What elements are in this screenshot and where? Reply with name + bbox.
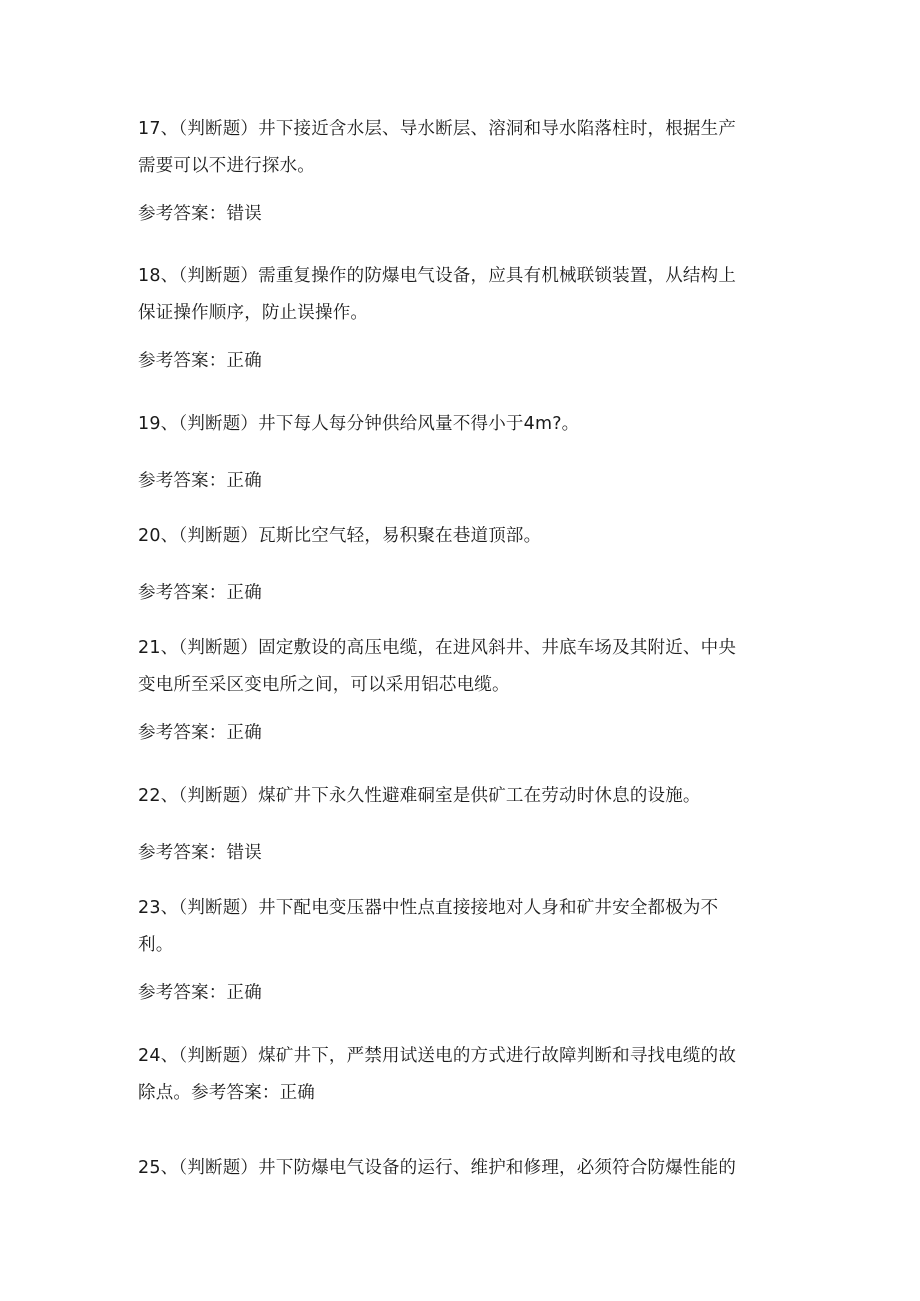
question-text-line: 保证操作顺序，防止误操作。 <box>138 303 369 323</box>
question-17 <box>138 111 778 233</box>
question-text-line: 21、（判断题）固定敷设的高压电缆，在进风斜井、井底车场及其附近、中央 <box>138 638 737 658</box>
question-text-line: 利。 <box>138 935 174 955</box>
question-text-line: 除点。参考答案：正确 <box>138 1083 315 1103</box>
question-text-line: 18、（判断题）需重复操作的防爆电气设备，应具有机械联锁装置，从结构上 <box>138 266 737 286</box>
question-text-line: 24、（判断题）煤矿井下，严禁用试送电的方式进行故障判断和寻找电缆的故 <box>138 1046 737 1066</box>
answer-text: 参考答案：错误 <box>138 843 262 863</box>
answer-text: 参考答案：正确 <box>138 983 262 1003</box>
question-21 <box>138 630 778 752</box>
question-23 <box>138 890 778 1012</box>
question-text-line: 17、（判断题）井下接近含水层、导水断层、溶洞和导水陷落柱时，根据生产 <box>138 119 737 139</box>
question-text-line: 需要可以不进行探水。 <box>138 156 315 176</box>
question-text-line: 23、（判断题）井下配电变压器中性点直接接地对人身和矿井安全都极为不 <box>138 898 719 918</box>
answer-text: 参考答案：正确 <box>138 351 262 371</box>
question-text-line: 20、（判断题）瓦斯比空气轻，易积聚在巷道顶部。 <box>138 526 542 546</box>
question-text-line: 25、（判断题）井下防爆电气设备的运行、维护和修理，必须符合防爆性能的 <box>138 1158 737 1178</box>
question-text-line: 变电所至采区变电所之间，可以采用铝芯电缆。 <box>138 675 510 695</box>
question-22 <box>138 778 778 872</box>
question-20 <box>138 518 778 612</box>
question-19 <box>138 406 778 500</box>
answer-text: 参考答案：正确 <box>138 583 262 603</box>
question-18 <box>138 258 778 380</box>
question-text-line: 19、（判断题）井下每人每分钟供给风量不得小于4m?。 <box>138 414 580 434</box>
question-24 <box>138 1038 778 1112</box>
question-25 <box>138 1150 778 1187</box>
question-text-line: 22、（判断题）煤矿井下永久性避难硐室是供矿工在劳动时休息的设施。 <box>138 786 701 806</box>
answer-text: 参考答案：错误 <box>138 204 262 224</box>
answer-text: 参考答案：正确 <box>138 471 262 491</box>
answer-text: 参考答案：正确 <box>138 723 262 743</box>
